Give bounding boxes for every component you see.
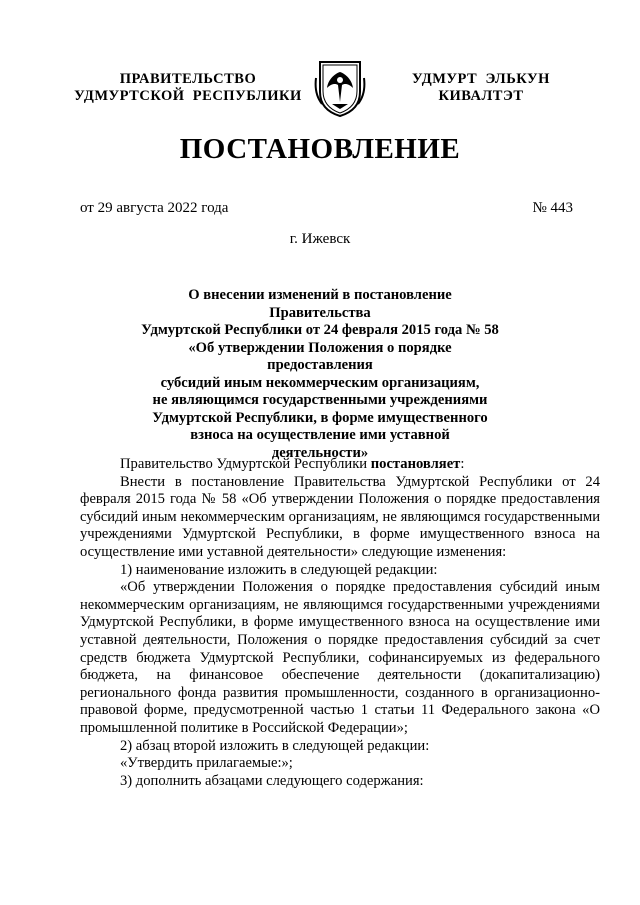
subject-line: деятельности»: [271, 444, 369, 461]
issuer-name-udmurt-line1: УДМУРТ ЭЛЬКУН: [412, 71, 550, 87]
subject-line: субсидий иным некоммерческим организациям,: [160, 374, 480, 391]
intro-verb: постановляет: [370, 456, 461, 472]
intro-paragraph: [80, 456, 600, 474]
subject-line: «Об утверждении Положения о порядке предоставления: [188, 339, 452, 373]
issuer-name-russian-line1: ПРАВИТЕЛЬСТВО: [119, 71, 257, 87]
subject-line: О внесении изменений в постановление Правительства: [188, 287, 452, 321]
document-title: ПОСТАНОВЛЕНИЕ: [179, 133, 461, 165]
document-number: № 443: [532, 200, 573, 216]
intro-prefix: Правительство Удмуртской Республики: [120, 456, 371, 472]
body-paragraph: 3) дополнить абзацами следующего содержания:: [120, 772, 424, 789]
body-paragraph: 1) наименование изложить в следующей редакции:: [120, 561, 438, 578]
subject-line: взноса на осуществление ими уставной: [190, 427, 450, 443]
body-paragraph: «Утвердить прилагаемые:»;: [120, 755, 293, 772]
body-paragraph: «Об утверждении Положения о порядке предоставления субсидий иным некоммерческим организациям, не являющимся государственными учреждениями Удмуртской Республики, в форме имущественного взноса на осуществление ими уставной деятельности, Положения о порядке предоставления субсидий за счет средств бюджета Удмуртской Республики, софинансируемых из федерального бюджета, на финансовое обеспечение деятельности (докапитализацию) регионального фонда развития промышленности, созданного в организационно-правовой форме, предусмотренной частью 1 статьи 11 Федерального закона «О промышленной политике в Российской Федерации»;: [80, 579, 600, 736]
subject-line: Удмуртской Республики от 24 февраля 2015 года № 58: [141, 322, 499, 338]
body-paragraph: Внести в постановление Правительства Удмуртской Республики от 24 февраля 2015 года № 58 «Об утверждении Положения о порядке предоставления субсидий иным некоммерческим организациям, не являющимся государственными учреждениями Удмуртской Республики, в форме имущественного взноса на осуществление ими уставной деятельности» следующие изменения:: [80, 473, 600, 560]
body-paragraph: 2) абзац второй изложить в следующей редакции:: [120, 737, 430, 754]
document-subject: [140, 287, 500, 462]
document-city: г. Ижевск: [289, 231, 351, 247]
coat-of-arms-icon: [314, 58, 366, 118]
issuer-name-russian-line2: УДМУРТСКОЙ РЕСПУБЛИКИ: [74, 88, 302, 104]
issuer-name-russian: [68, 71, 308, 105]
subject-line: Удмуртской Республики, в форме имущественного: [152, 409, 488, 426]
document-date: от 29 августа 2022 года: [80, 200, 229, 216]
issuer-name-udmurt: [388, 71, 574, 105]
document-body: [80, 456, 600, 790]
subject-line: не являющимся государственными учреждениями: [152, 392, 488, 408]
intro-suffix: :: [460, 456, 465, 472]
issuer-name-udmurt-line2: КИВАЛТЭТ: [438, 88, 524, 104]
